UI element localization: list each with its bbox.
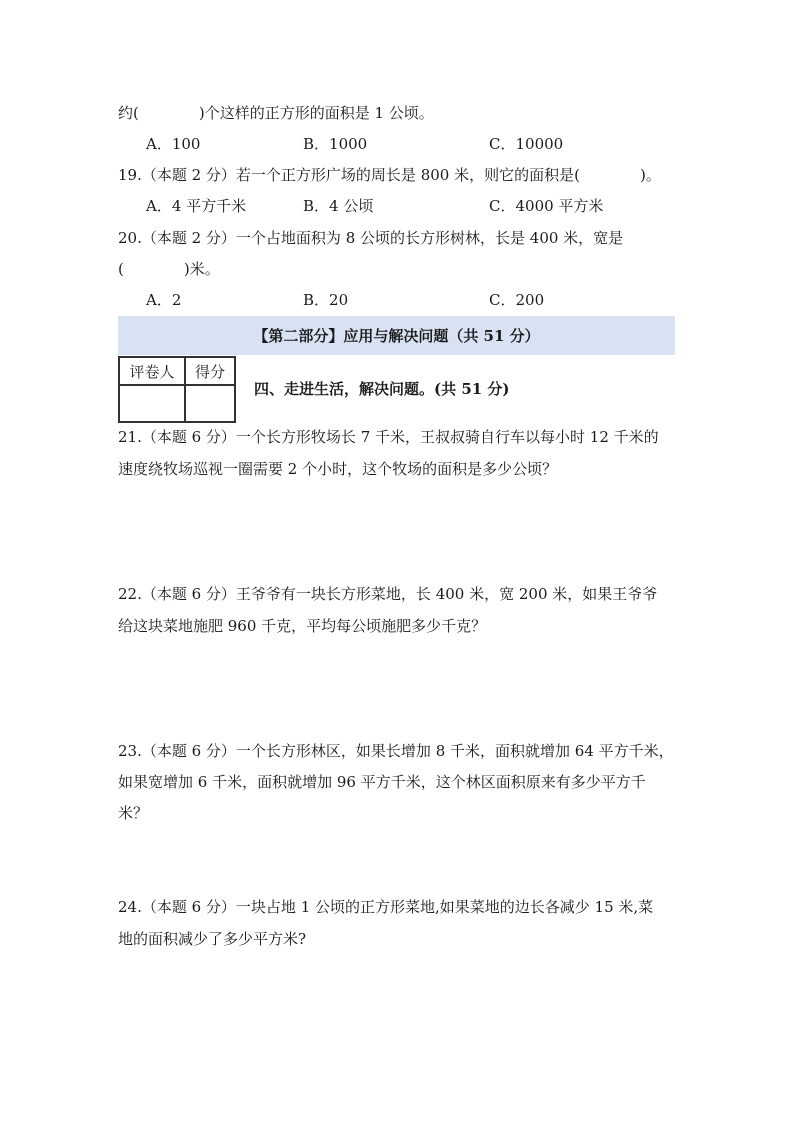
q24-stem-line2: 地的面积减少了多少平方米?: [118, 930, 307, 948]
q18-stem: [118, 103, 434, 123]
score-cell[interactable]: [185, 385, 235, 422]
part2-banner: [118, 316, 675, 355]
q20-stem-pre: (: [118, 260, 124, 278]
q18-stem-pre: 约(: [118, 104, 139, 122]
score-header: 得分: [185, 357, 235, 385]
q20-stem-line1: 20.（本题 2 分）一个占地面积为 8 公顷的长方形树林，长是 400 米，宽是: [118, 229, 624, 247]
q19-stem-post: )。: [639, 166, 661, 184]
q22-stem-line2: 给这块菜地施肥 960 千克，平均每公顷施肥多少千克？: [118, 617, 487, 635]
q21-stem-line1: 21.（本题 6 分）一个长方形牧场长 7 千米，王叔叔骑自行车以每小时 12 千米的: [118, 428, 659, 446]
grader-score-table: [118, 356, 236, 423]
q23-stem-line3: 米？: [118, 804, 149, 822]
q19-stem: [118, 165, 661, 185]
q18-option-b[interactable]: B．1000: [303, 135, 368, 153]
q20-stem-post: )米。: [183, 260, 220, 278]
q20-stem-line2: [118, 259, 220, 279]
grader-header: 评卷人: [119, 357, 185, 385]
q24-stem-line1: 24.（本题 6 分）一块占地 1 公顷的正方形菜地,如果菜地的边长各减少 15 米,菜: [118, 898, 654, 916]
q19-stem-pre: 19.（本题 2 分）若一个正方形广场的周长是 800 米，则它的面积是(: [118, 166, 580, 184]
q19-option-b[interactable]: B．4 公顷: [303, 197, 374, 215]
q18-stem-post: )个这样的正方形的面积是 1 公顷。: [198, 104, 434, 122]
q20-option-b[interactable]: B．20: [303, 291, 349, 309]
q18-option-a[interactable]: A．100: [146, 135, 201, 153]
q23-stem-line1: 23.（本题 6 分）一个长方形林区，如果长增加 8 千米，面积就增加 64 平方千米，: [118, 742, 674, 760]
q18-option-c[interactable]: C．10000: [489, 135, 564, 153]
part2-banner-text: 【第二部分】应用与解决问题（共 51 分）: [253, 327, 540, 345]
q20-option-a[interactable]: A．2: [146, 291, 182, 309]
q21-stem-line2: 速度绕牧场巡视一圈需要 2 个小时，这个牧场的面积是多少公顷？: [118, 460, 558, 478]
grader-cell[interactable]: [119, 385, 185, 422]
section-title: 四、走进生活，解决问题。(共 51 分): [254, 380, 510, 398]
q20-option-c[interactable]: C．200: [489, 291, 545, 309]
q19-option-c[interactable]: C．4000 平方米: [489, 197, 604, 215]
q19-option-a[interactable]: A．4 平方千米: [146, 197, 247, 215]
q23-stem-line2: 如果宽增加 6 千米，面积就增加 96 平方千米，这个林区面积原来有多少平方千: [118, 773, 646, 791]
q22-stem-line1: 22.（本题 6 分）王爷爷有一块长方形菜地，长 400 米，宽 200 米，如果王爷爷: [118, 585, 658, 603]
